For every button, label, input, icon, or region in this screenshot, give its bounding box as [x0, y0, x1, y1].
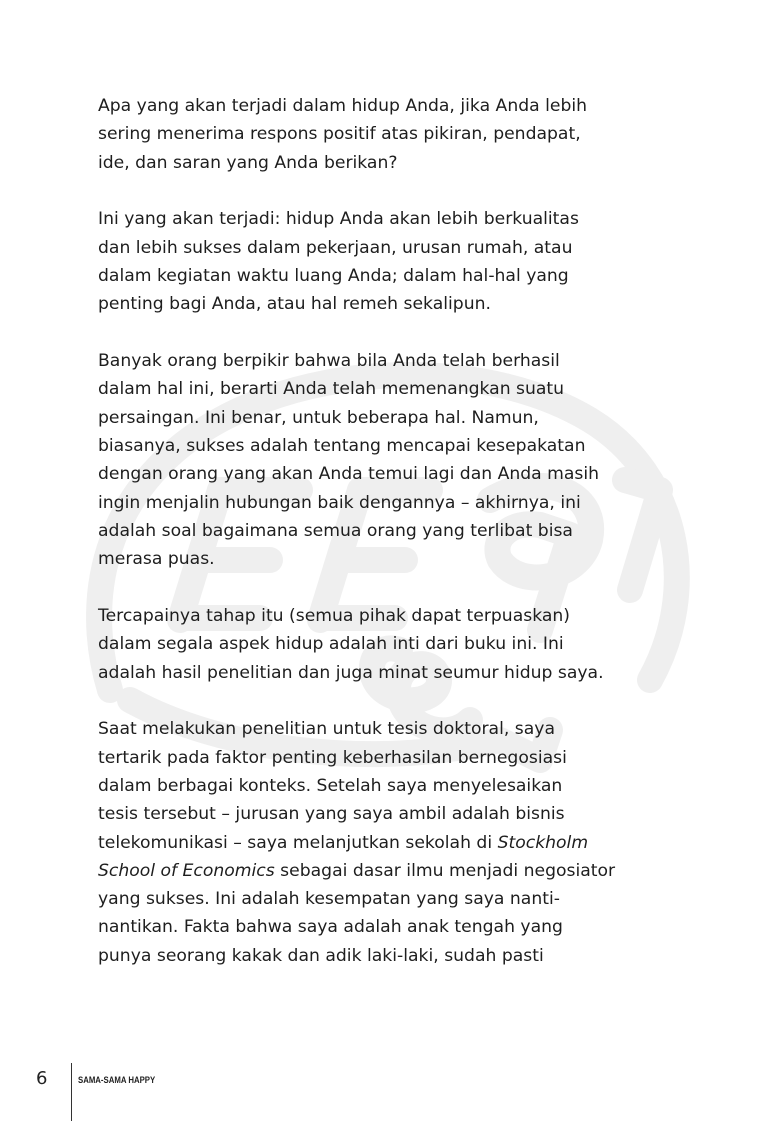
- text-segment: yang sukses. Ini adalah kesempatan yang saya nanti-: [98, 889, 560, 910]
- running-title: SAMA-SAMA HAPPY: [78, 1075, 156, 1086]
- text-segment: dalam hal ini, berarti Anda telah memenangkan suatu: [98, 379, 565, 400]
- body-text: [98, 92, 678, 999]
- italic-text: School of Economics: [98, 860, 275, 881]
- paragraph: [98, 347, 678, 573]
- text-line: [98, 460, 678, 488]
- paragraph: [98, 602, 678, 687]
- text-line: [98, 517, 678, 545]
- text-segment: Banyak orang berpikir bahwa bila Anda telah berhasil: [98, 351, 560, 372]
- footer-divider: [71, 1063, 72, 1121]
- text-line: [98, 92, 678, 120]
- text-line: [98, 404, 678, 432]
- text-segment: ide, dan saran yang Anda berikan?: [98, 152, 398, 173]
- text-segment: persaingan. Ini benar, untuk beberapa hal. Namun,: [98, 407, 539, 428]
- text-segment: Tercapainya tahap itu (semua pihak dapat terpuaskan): [98, 605, 570, 626]
- text-line: [98, 857, 678, 885]
- paragraph: [98, 715, 678, 970]
- text-line: [98, 262, 678, 290]
- text-segment: nantikan. Fakta bahwa saya adalah anak tengah yang: [98, 917, 563, 938]
- text-line: [98, 432, 678, 460]
- text-segment: tesis tersebut – jurusan yang saya ambil adalah bisnis: [98, 804, 565, 825]
- text-line: [98, 290, 678, 318]
- page-number: 6: [36, 1068, 48, 1089]
- text-line: [98, 489, 678, 517]
- text-line: [98, 234, 678, 262]
- text-segment: adalah soal bagaimana semua orang yang terlibat bisa: [98, 520, 573, 541]
- paragraph: [98, 205, 678, 318]
- text-line: [98, 800, 678, 828]
- text-line: [98, 375, 678, 403]
- text-segment: penting bagi Anda, atau hal remeh sekalipun.: [98, 294, 491, 315]
- text-segment: sering menerima respons positif atas pikiran, pendapat,: [98, 124, 581, 145]
- paragraph: [98, 92, 678, 177]
- italic-text: Stockholm: [497, 832, 589, 853]
- text-segment: biasanya, sukses adalah tentang mencapai kesepakatan: [98, 435, 586, 456]
- text-line: [98, 602, 678, 630]
- text-line: [98, 829, 678, 857]
- text-segment: dengan orang yang akan Anda temui lagi dan Anda masih: [98, 464, 600, 485]
- text-line: [98, 347, 678, 375]
- text-line: [98, 149, 678, 177]
- text-line: [98, 772, 678, 800]
- text-line: [98, 630, 678, 658]
- text-segment: Ini yang akan terjadi: hidup Anda akan lebih berkualitas: [98, 209, 579, 230]
- text-line: [98, 744, 678, 772]
- text-line: [98, 885, 678, 913]
- text-segment: sebagai dasar ilmu menjadi negosiator: [274, 860, 616, 881]
- text-segment: ingin menjalin hubungan baik dengannya – akhirnya, ini: [98, 492, 581, 513]
- text-segment: dalam kegiatan waktu luang Anda; dalam hal-hal yang: [98, 265, 569, 286]
- text-segment: adalah hasil penelitian dan juga minat seumur hidup saya.: [98, 662, 604, 683]
- text-segment: merasa puas.: [98, 549, 215, 570]
- text-segment: dalam segala aspek hidup adalah inti dari buku ini. Ini: [98, 634, 564, 655]
- text-segment: telekomunikasi – saya melanjutkan sekolah di: [98, 832, 498, 853]
- text-line: [98, 715, 678, 743]
- text-line: [98, 545, 678, 573]
- text-segment: tertarik pada faktor penting keberhasilan bernegosiasi: [98, 747, 567, 768]
- text-segment: Apa yang akan terjadi dalam hidup Anda, jika Anda lebih: [98, 96, 588, 116]
- text-line: [98, 942, 678, 970]
- text-segment: dan lebih sukses dalam pekerjaan, urusan rumah, atau: [98, 237, 573, 258]
- text-segment: Saat melakukan penelitian untuk tesis doktoral, saya: [98, 719, 555, 740]
- text-segment: dalam berbagai konteks. Setelah saya menyelesaikan: [98, 775, 563, 796]
- text-segment: punya seorang kakak dan adik laki-laki, sudah pasti: [98, 945, 544, 966]
- text-line: [98, 659, 678, 687]
- text-line: [98, 120, 678, 148]
- text-line: [98, 913, 678, 941]
- text-line: [98, 205, 678, 233]
